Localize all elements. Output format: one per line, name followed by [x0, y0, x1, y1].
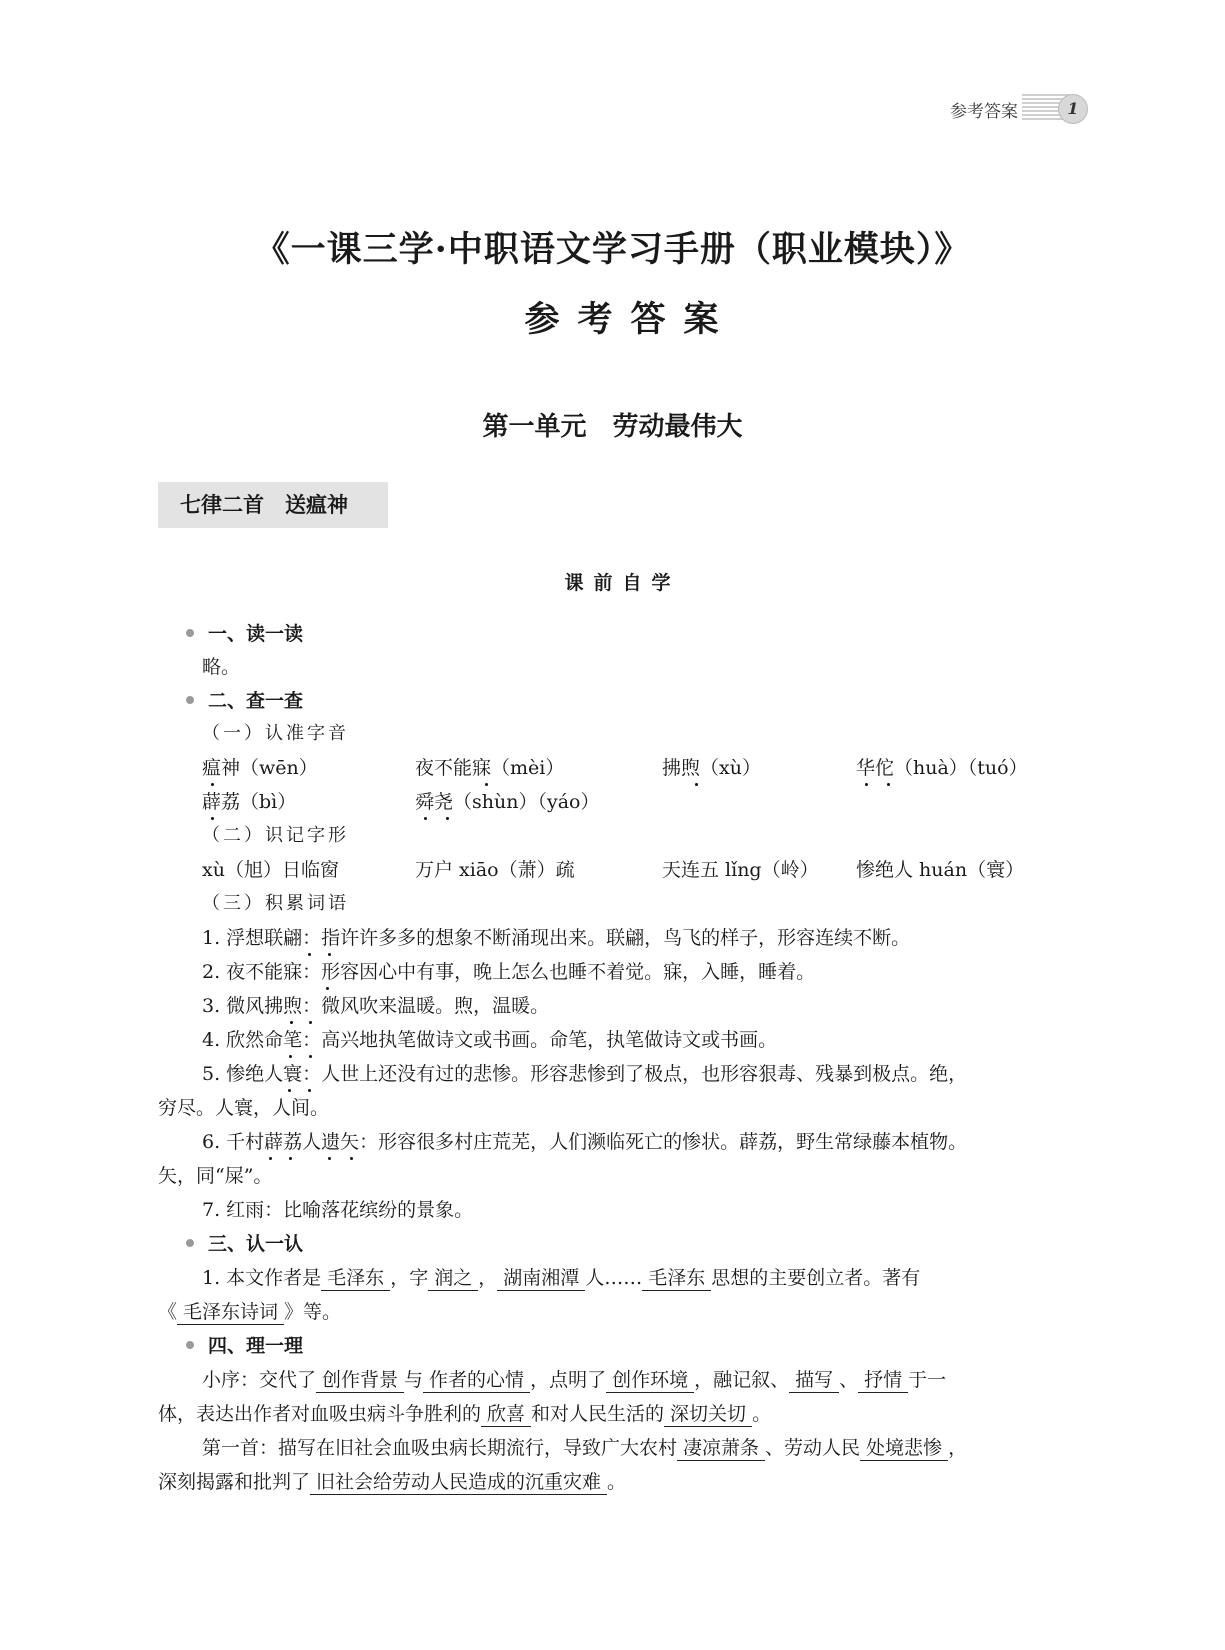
sort-line-4: 深刻揭露和批判了 旧社会给劳动人民造成的沉重灾难 。	[158, 1471, 627, 1493]
recognize-line-2: 《 毛泽东诗词 》等。	[158, 1301, 342, 1323]
vocab-continuation: 穷尽。人寰，人间。	[158, 1097, 330, 1119]
emphasis-dot	[446, 817, 449, 820]
vocab-item: 6. 千村薜荔人遗矢：形容很多村庄荒芜，人们濒临死亡的惨状。薜荔，野生常绿藤本植物。	[202, 1131, 968, 1153]
answer-blank: 湖南湘潭	[497, 1266, 585, 1291]
heading-read: 一、读一读	[186, 620, 303, 648]
pron-item: 拂煦（xù）	[662, 757, 761, 779]
answer-blank: 抒情	[858, 1368, 908, 1393]
heading-check: 二、查一查	[186, 687, 303, 715]
running-header: 参考答案	[950, 102, 1018, 122]
emphasis-dot	[308, 953, 311, 956]
emphasis-dot	[424, 817, 427, 820]
answer-blank: 欣喜	[481, 1402, 531, 1427]
vocab-item: 5. 惨绝人寰：人世上还没有过的悲惨。形容悲惨到了极点，也形容狠毒、残暴到极点。绝，	[202, 1063, 968, 1085]
emphasis-dot	[865, 783, 868, 786]
answer-blank: 润之	[428, 1266, 478, 1291]
emphasis-dot	[485, 783, 488, 786]
vocab-item: 7. 红雨：比喻落花缤纷的景象。	[202, 1199, 474, 1221]
emphasis-dot	[326, 987, 329, 990]
pron-item: 夜不能寐（mèi）	[415, 757, 565, 779]
heading-sort: 四、理一理	[186, 1332, 303, 1360]
vocab-item: 4. 欣然命笔：高兴地执笔做诗文或书画。命笔，执笔做诗文或书画。	[202, 1029, 778, 1051]
form-item: xù（旭）日临窗	[202, 859, 339, 881]
sub-pronunciation: （一）认准字音	[202, 723, 349, 744]
recognize-line-1: 1. 本文作者是 毛泽东 ，字 润之 ， 湖南湘潭 人…… 毛泽东 思想的主要创立者。著有	[202, 1267, 921, 1289]
document-title: 《一课三学·中职语文学习手册（职业模块）》	[254, 229, 971, 270]
answer-blank: 毛泽东	[321, 1266, 390, 1291]
answer-blank: 深切关切	[664, 1402, 752, 1427]
sort-line-2: 体，表达出作者对血吸虫病斗争胜利的 欣喜 和对人民生活的 深切关切 。	[158, 1403, 772, 1425]
pron-item: 舜尧（shùn）（yáo）	[415, 791, 600, 813]
pron-item: 华佗（huà）（tuó）	[856, 757, 1028, 779]
sub-vocab: （三）积累词语	[202, 893, 349, 914]
bullet-icon	[186, 629, 194, 637]
emphasis-dot	[290, 1021, 293, 1024]
answer-blank: 毛泽东	[642, 1266, 711, 1291]
read-content: 略。	[202, 656, 241, 678]
unit-title: 第一单元 劳动最伟大	[482, 412, 743, 442]
emphasis-dot	[350, 1157, 353, 1160]
section-title: 课前自学	[564, 572, 681, 594]
bullet-icon	[186, 1239, 194, 1247]
form-item: 惨绝人 huán（寰）	[856, 859, 1025, 881]
emphasis-dot	[309, 1055, 312, 1058]
form-item: 天连五 lǐng（岭）	[662, 859, 819, 881]
answer-blank: 旧社会给劳动人民造成的沉重灾难	[310, 1470, 607, 1495]
emphasis-dot	[887, 783, 890, 786]
vocab-item: 3. 微风拂煦：微风吹来温暖。煦，温暖。	[202, 995, 550, 1017]
emphasis-dot	[211, 817, 214, 820]
pron-item: 薜荔（bì）	[202, 791, 297, 813]
form-item: 万户 xiāo（萧）疏	[415, 859, 575, 881]
emphasis-dot	[309, 1021, 312, 1024]
answer-blank: 作者的心情	[423, 1368, 530, 1393]
document-subtitle: 参考答案	[524, 299, 737, 340]
answer-blank: 创作环境	[606, 1368, 694, 1393]
emphasis-dot	[308, 1089, 311, 1092]
emphasis-dot	[328, 1157, 331, 1160]
emphasis-dot	[269, 1157, 272, 1160]
emphasis-dot	[289, 1157, 292, 1160]
emphasis-dot	[289, 1055, 292, 1058]
bullet-icon	[186, 1341, 194, 1349]
sort-line-1: 小序：交代了 创作背景 与 作者的心情 ，点明了 创作环境 ，融记叙、 描写 、 抒情 于一	[202, 1369, 947, 1391]
page-number: 1	[1058, 94, 1088, 124]
vocab-item: 2. 夜不能寐：形容因心中有事，晚上怎么也睡不着觉。寐，入睡，睡着。	[202, 961, 816, 983]
sub-form: （二）识记字形	[202, 825, 349, 846]
answer-blank: 凄凉萧条	[677, 1436, 765, 1461]
answer-blank: 创作背景	[316, 1368, 404, 1393]
vocab-item: 1. 浮想联翩：指许许多多的想象不断涌现出来。联翩，鸟飞的样子，形容连续不断。	[202, 927, 911, 949]
sort-line-3: 第一首：描写在旧社会血吸虫病长期流行，导致广大农村 凄凉萧条 、劳动人民 处境悲惨 ，	[202, 1437, 968, 1459]
emphasis-dot	[211, 783, 214, 786]
vocab-continuation: 矢，同“屎”。	[158, 1165, 273, 1187]
pron-item: 瘟神（wēn）	[202, 757, 318, 779]
heading-recognize: 三、认一认	[186, 1230, 303, 1258]
answer-blank: 毛泽东诗词	[177, 1300, 284, 1325]
emphasis-dot	[328, 953, 331, 956]
answer-blank: 处境悲惨	[860, 1436, 948, 1461]
emphasis-dot	[695, 783, 698, 786]
emphasis-dot	[288, 1089, 291, 1092]
bullet-icon	[186, 696, 194, 704]
answer-blank: 描写	[789, 1368, 839, 1393]
lesson-title: 七律二首 送瘟神	[158, 482, 388, 528]
